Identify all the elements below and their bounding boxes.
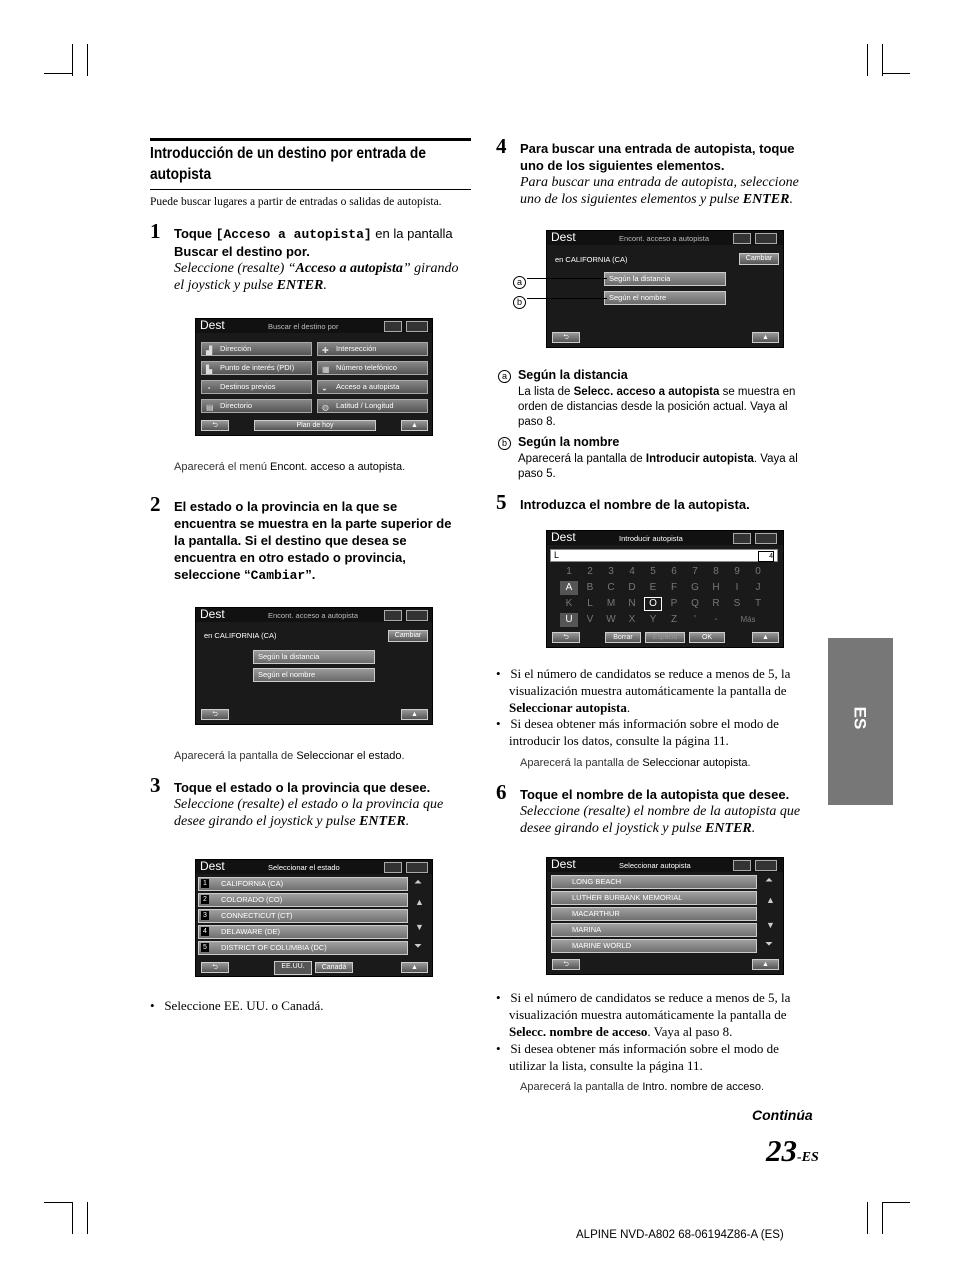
map-view-icon[interactable] — [384, 862, 402, 873]
freeway-row[interactable]: LUTHER BURBANK MEMORIAL — [551, 891, 757, 905]
row-number: 5 — [201, 943, 209, 952]
scroll-down-icon[interactable]: ▼ — [766, 920, 775, 930]
page-number: 23-ES — [766, 1133, 819, 1168]
cambiar-button[interactable]: Cambiar — [388, 630, 428, 642]
intro-text: Puede buscar lugares a partir de entradas o salidas de autopista. — [150, 196, 442, 208]
key-13[interactable]: D — [628, 582, 636, 593]
screen-dest-label: Dest — [200, 318, 225, 332]
step-3-number: 3 — [150, 773, 161, 797]
opt-segun-distancia[interactable]: Según la distancia — [253, 650, 375, 664]
key-27[interactable]: R — [712, 598, 720, 609]
key-34[interactable]: Y — [649, 614, 657, 625]
screen-title: Seleccionar autopista — [619, 861, 691, 870]
section-title: Introducción de un destino por entrada de autopista — [150, 145, 426, 183]
state-row[interactable]: 2 COLORADO (CO) — [198, 893, 408, 907]
section-title-rule-bottom — [150, 189, 471, 190]
key-33[interactable]: X — [628, 614, 636, 625]
row-number: 2 — [201, 895, 209, 904]
screen-title: Seleccionar el estado — [268, 863, 340, 872]
navigation-button[interactable]: ▲ — [401, 962, 428, 973]
map-view-icon[interactable] — [733, 860, 751, 871]
keyboard-icon[interactable] — [755, 533, 777, 544]
map-view-icon[interactable] — [384, 321, 402, 332]
screen-title: Buscar el destino por — [268, 322, 339, 331]
step-6-instruction: Toque el nombre de la autopista que desee. Seleccione (resalte) el nombre de la autopista que desee girando el joystick y pulse ENTER. — [520, 787, 801, 836]
cambiar-button[interactable]: Cambiar — [739, 253, 779, 265]
screen-dest-label: Dest — [551, 530, 576, 544]
navigation-button[interactable]: ▲ — [752, 332, 779, 343]
key-23[interactable]: N — [628, 598, 636, 609]
key-7[interactable]: 8 — [713, 566, 719, 577]
key-22[interactable]: M — [606, 598, 616, 609]
freeway-icon: ◒ — [322, 384, 327, 393]
step-6-number: 6 — [496, 780, 507, 804]
step-5-number: 5 — [496, 490, 507, 514]
keyboard-icon[interactable] — [755, 233, 777, 244]
screen-dest-label: Dest — [200, 607, 225, 621]
key-31[interactable]: V — [586, 614, 594, 625]
screen-encont-acceso — [195, 607, 433, 725]
key-11[interactable]: B — [586, 582, 594, 593]
key-5[interactable]: 6 — [671, 566, 677, 577]
back-button[interactable]: ⮌ — [201, 962, 229, 973]
key-8[interactable]: 9 — [734, 566, 740, 577]
key-16[interactable]: G — [691, 582, 699, 593]
opt-segun-nombre[interactable]: Según el nombre — [604, 291, 726, 305]
step-4-number: 4 — [496, 134, 507, 158]
key-6[interactable]: 7 — [692, 566, 698, 577]
step-4-instruction: Para buscar una entrada de autopista, toque uno de los siguientes elementos. Para buscar una entrada de autopista, seleccione uno de los siguientes elementos y pulse ENTER. — [520, 141, 799, 207]
screen-seleccionar-autopista — [546, 857, 784, 975]
back-button[interactable]: ⮌ — [552, 332, 580, 343]
keyboard-icon[interactable] — [755, 860, 777, 871]
key-2[interactable]: 3 — [608, 566, 614, 577]
btn-interseccion[interactable]: ✚ Intersección — [317, 342, 428, 356]
step-6-bullet-1: • Si el número de candidatos se reduce a menos de 5, la visualización muestra automáticamente la pantalla de Selecc. nombre de acceso. Vaya al paso 8. — [496, 990, 791, 1039]
section-title-rule-top — [150, 138, 471, 141]
key-9[interactable]: 0 — [755, 566, 761, 577]
back-button[interactable]: ⮌ — [552, 959, 580, 970]
back-button[interactable]: ⮌ — [201, 709, 229, 720]
page-down-icon[interactable]: ⏷ — [765, 939, 773, 950]
key-20[interactable]: K — [565, 598, 573, 609]
map-view-icon[interactable] — [384, 610, 402, 621]
btn-direccion[interactable]: ▟ Dirección — [201, 342, 312, 356]
key-36[interactable]: ' — [694, 614, 696, 625]
btn-destinos-previos[interactable]: ◔ Destinos previos — [201, 380, 312, 394]
key-35[interactable]: Z — [670, 614, 678, 625]
key-21[interactable]: L — [587, 598, 593, 609]
key-24[interactable]: O — [644, 597, 662, 611]
map-view-icon[interactable] — [733, 533, 751, 544]
page-down-icon[interactable]: ⏷ — [414, 941, 422, 952]
candidate-count: 4 — [758, 551, 774, 562]
freeway-row[interactable]: LONG BEACH — [551, 875, 757, 889]
plan-de-hoy-button[interactable]: Plan de hoy — [254, 420, 376, 431]
step-5-bullet-2: • Si desea obtener más información sobre el modo de introducir los datos, consulte la página 11. — [496, 716, 779, 748]
key-28[interactable]: S — [733, 598, 741, 609]
state-row[interactable]: 5 DISTRICT OF COLUMBIA (DC) — [198, 941, 408, 955]
model-code: ALPINE NVD-A802 68-06194Z86-A (ES) — [576, 1229, 784, 1241]
key-18[interactable]: I — [735, 582, 739, 593]
screen-title: Encont. acceso a autopista — [268, 611, 359, 620]
step-3-instruction: Toque el estado o la provincia que desee. Seleccione (resalte) el estado o la provincia que desee girando el joystick y pulse ENTER. — [174, 780, 444, 829]
tab-canada[interactable]: Canadá — [315, 962, 353, 973]
screen-title: Encont. acceso a autopista — [619, 234, 710, 243]
scroll-up-icon[interactable]: ▲ — [415, 897, 424, 907]
key-38[interactable]: Más — [740, 615, 756, 624]
btn-directorio[interactable]: ▤ Directorio — [201, 399, 312, 413]
step-2-number: 2 — [150, 492, 161, 516]
screen-dest-label: Dest — [200, 859, 225, 873]
name-input[interactable]: L 4 — [550, 549, 778, 562]
step-1-instruction: Toque [Acceso a autopista] en la pantalla Buscar el destino por. Seleccione (resalte) “Acceso a autopista” girando el joystick y pulse ENTER. — [174, 226, 459, 293]
navigation-button[interactable]: ▲ — [752, 632, 779, 643]
language-tab — [828, 638, 893, 805]
keyboard-icon[interactable] — [406, 321, 428, 332]
screen-introducir-autopista — [546, 530, 784, 648]
screen-seleccionar-estado — [195, 859, 433, 977]
key-26[interactable]: Q — [691, 598, 699, 609]
continua-label: Continúa — [752, 1107, 813, 1123]
screen-buscar-destino — [195, 318, 433, 436]
screen-title: Introducir autopista — [619, 534, 683, 543]
key-32[interactable]: W — [606, 614, 616, 625]
state-row[interactable]: 4 DELAWARE (DE) — [198, 925, 408, 939]
state-row[interactable]: 3 CONNECTICUT (CT) — [198, 909, 408, 923]
step-2-caption: Aparecerá la pantalla de Seleccionar el estado. — [174, 750, 405, 762]
option-a-desc: La lista de Selecc. acceso a autopista se muestra en orden de distancias desde la posición actual. Vaya al paso 8. — [518, 386, 796, 428]
key-15[interactable]: F — [670, 582, 678, 593]
back-button[interactable]: ⮌ — [552, 632, 580, 643]
state-row[interactable]: 1 CALIFORNIA (CA) — [198, 877, 408, 891]
key-25[interactable]: P — [670, 598, 678, 609]
screen-dest-label: Dest — [551, 857, 576, 871]
step-6-caption: Aparecerá la pantalla de Intro. nombre de acceso. — [520, 1081, 764, 1093]
key-29[interactable]: T — [754, 598, 762, 609]
step-6-bullet-2: • Si desea obtener más información sobre el modo de utilizar la lista, consulte la página 11. — [496, 1041, 779, 1073]
btn-lat-long[interactable]: ◍ Latitud / Longitud — [317, 399, 428, 413]
screen-encont-acceso-2 — [546, 230, 784, 348]
step-5-instruction: Introduzca el nombre de la autopista. — [520, 497, 750, 512]
key-12[interactable]: C — [607, 582, 615, 593]
step-5-bullet-1: • Si el número de candidatos se reduce a menos de 5, la visualización muestra automáticamente la pantalla de Seleccionar autopista. — [496, 666, 791, 715]
state-label: en CALIFORNIA (CA) — [204, 631, 277, 640]
espacio-button[interactable]: Espacio — [645, 632, 685, 643]
option-b-title: b Según la nombre — [498, 435, 619, 450]
option-b-desc: Aparecerá la pantalla de Introducir autopista. Vaya al paso 5. — [518, 453, 798, 480]
opt-segun-nombre[interactable]: Según el nombre — [253, 668, 375, 682]
scroll-up-icon[interactable]: ▲ — [766, 895, 775, 905]
directory-icon: ▤ — [206, 403, 214, 412]
scroll-down-icon[interactable]: ▼ — [415, 922, 424, 932]
key-19[interactable]: J — [755, 582, 761, 593]
key-1[interactable]: 2 — [587, 566, 593, 577]
step-2-instruction: El estado o la provincia en la que se encuentra se muestra en la parte superior de la pantalla. Si el destino que desea se encuentra en otro estado o provincia, seleccione “Cambiar”. — [174, 499, 452, 583]
callout-a-marker: a — [513, 272, 526, 290]
phone-keypad-icon: ▦ — [322, 365, 330, 374]
key-4[interactable]: 5 — [650, 566, 656, 577]
freeway-row[interactable]: MARINE WORLD — [551, 939, 757, 953]
navigation-button[interactable]: ▲ — [401, 709, 428, 720]
key-30[interactable]: U — [560, 613, 578, 627]
screen-dest-label: Dest — [551, 230, 576, 244]
key-37[interactable]: - — [714, 614, 718, 625]
freeway-row[interactable]: MARINA — [551, 923, 757, 937]
navigation-button[interactable]: ▲ — [752, 959, 779, 970]
globe-icon: ◍ — [322, 403, 329, 412]
btn-pdi[interactable]: ▙ Punto de interés (PDI) — [201, 361, 312, 375]
option-a-title: a Según la distancia — [498, 368, 628, 383]
callout-b-marker: b — [513, 292, 526, 310]
keyboard-icon[interactable] — [406, 862, 428, 873]
map-view-icon[interactable] — [733, 233, 751, 244]
btn-acceso-autopista[interactable]: ◒ Acceso a autopista — [317, 380, 428, 394]
key-0[interactable]: 1 — [566, 566, 572, 577]
language-tab-label: ES — [850, 706, 870, 730]
freeway-row[interactable]: MACARTHUR — [551, 907, 757, 921]
page-up-icon[interactable]: ⏶ — [414, 877, 422, 888]
back-button[interactable]: ⮌ — [201, 420, 229, 431]
step-5-caption: Aparecerá la pantalla de Seleccionar autopista. — [520, 757, 751, 769]
callout-b-line — [527, 298, 607, 299]
row-number: 1 — [201, 879, 209, 888]
opt-segun-distancia[interactable]: Según la distancia — [604, 272, 726, 286]
intersection-icon: ✚ — [322, 346, 329, 355]
address-icon: ▟ — [206, 346, 213, 355]
step-1-caption: Aparecerá el menú Encont. acceso a autopista. — [174, 461, 406, 473]
key-3[interactable]: 4 — [629, 566, 635, 577]
row-number: 3 — [201, 911, 209, 920]
navigation-button[interactable]: ▲ — [401, 420, 428, 431]
key-10[interactable]: A — [560, 581, 578, 595]
history-icon: ◔ — [206, 384, 211, 393]
page-up-icon[interactable]: ⏶ — [765, 875, 773, 886]
callout-a-line — [527, 278, 607, 279]
step-3-bullet: • Seleccione EE. UU. o Canadá. — [150, 998, 324, 1013]
state-label: en CALIFORNIA (CA) — [555, 255, 628, 264]
row-number: 4 — [201, 927, 209, 936]
keyboard-icon[interactable] — [406, 610, 428, 621]
poi-icon: ▙ — [206, 365, 213, 374]
ok-button[interactable]: OK — [689, 632, 725, 643]
key-17[interactable]: H — [712, 582, 720, 593]
tab-eeuu[interactable]: EE.UU. — [274, 961, 312, 975]
key-14[interactable]: E — [649, 582, 657, 593]
btn-telefono[interactable]: ▦ Número telefónico — [317, 361, 428, 375]
step-1-number: 1 — [150, 219, 161, 243]
borrar-button[interactable]: Borrar — [605, 632, 641, 643]
